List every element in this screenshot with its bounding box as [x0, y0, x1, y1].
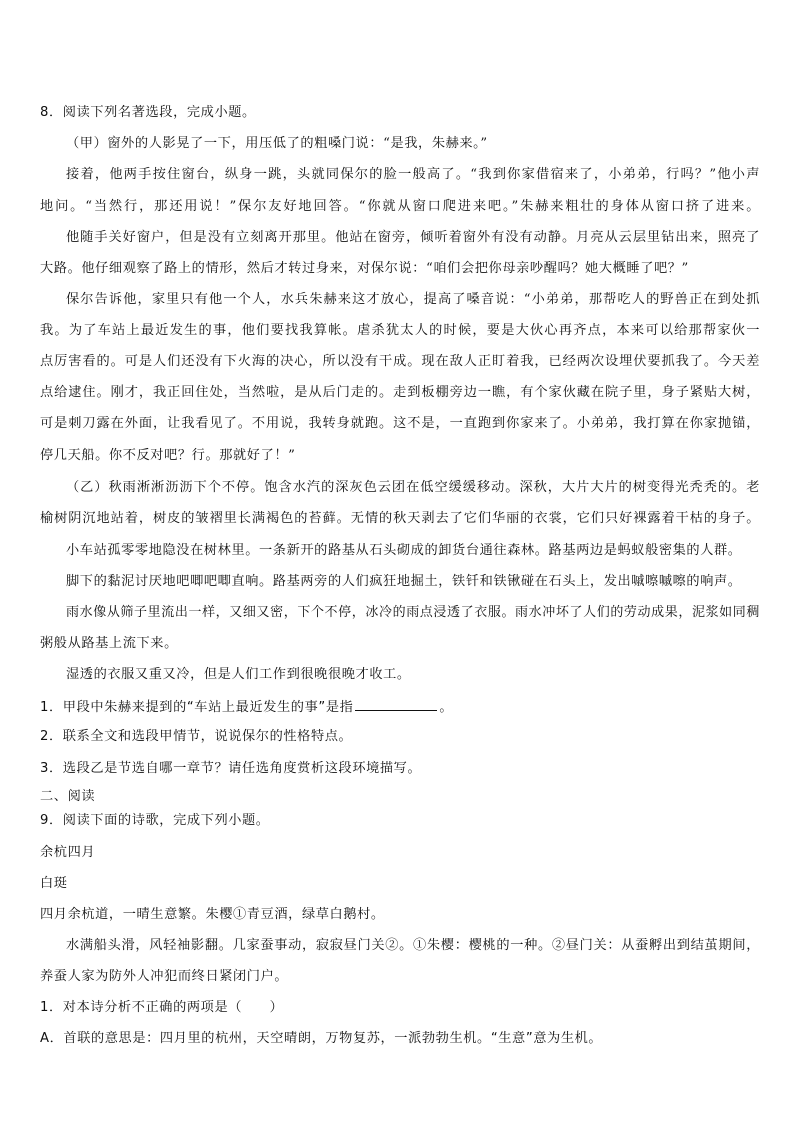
section-2-heading: 二、阅读: [40, 789, 96, 804]
passage-a-line: 保尔告诉他，家里只有他一个人，水兵朱赫来这才放心，提高了嗓音说：“小弟弟，那帮吃人的野兽正在到处抓: [66, 292, 760, 307]
passage-a-line: （甲）窗外的人影晃了一下，用压低了的粗嗓门说：“是我，朱赫来。”: [66, 136, 488, 151]
question-8-2: 2．联系全文和选段甲情节，说说保尔的性格特点。: [40, 729, 353, 744]
passage-b-line: 脚下的黏泥讨厌地吧唧吧唧直响。路基两旁的人们疯狂地掘土，铁钎和铁锹碰在石头上，发出嘁嚓嘁嚓的响声。: [66, 574, 742, 589]
question-8-3: 3．选段乙是节选自哪一章节？请任选角度赏析这段环境描写。: [40, 761, 422, 776]
passage-b-line: 小车站孤零零地隐没在树林里。一条新开的路基从石头砌成的卸货台通往森林。路基两边是蚂蚁般密集的人群。: [66, 543, 742, 558]
passage-a-line: 可是刺刀露在外面，让我看见了。不用说，我转身就跑。这不是，一直跑到你家来了。小弟弟，我打算在你家抛锚，: [40, 416, 760, 431]
passage-b-line: 榆树阴沉地站着，树皮的皱褶里长满褐色的苔藓。无情的秋天剥去了它们华丽的衣裳，它们只好裸露着干枯的身子。: [40, 511, 760, 526]
passage-a-line: 我。为了车站上最近发生的事，他们要找我算帐。虐杀犹太人的时候，要是大伙心再齐点，本来可以给那帮家伙一: [40, 323, 760, 338]
passage-a-line: 停几天船。你不反对吧？行。那就好了！”: [40, 448, 296, 463]
poem-line: 四月余杭道，一晴生意繁。朱樱①青豆酒，绿草白鹅村。: [40, 907, 385, 922]
passage-a-line: 地问。“当然行，那还用说！”保尔友好地回答。“你就从窗口爬进来吧。”朱赫来粗壮的身体从窗口挤了进来。: [40, 199, 760, 214]
passage-a-line: 大路。他仔细观察了路上的情形，然后才转过身来，对保尔说：“咱们会把你母亲吵醒吗？她大概睡了吧？”: [40, 261, 689, 276]
question-8-heading: 8．阅读下列名著选段，完成小题。: [40, 105, 256, 120]
question-9-1: 1．对本诗分析不正确的两项是（ ）: [40, 1000, 284, 1015]
question-8-1-text: 1．甲段中朱赫来提到的“车站上最近发生的事”是指: [40, 700, 354, 715]
poem-line: 水满船头滑，风轻袖影翻。几家蚕事动，寂寂昼门关②。①朱樱：樱桃的一种。②昼门关：从蚕孵出到结茧期间，: [66, 938, 760, 953]
passage-b-line: 雨水像从筛子里流出一样，又细又密，下个不停，冰冷的雨点浸透了衣服。雨水冲坏了人们的劳动成果，泥浆如同稠: [66, 605, 760, 620]
passage-a-line: 点厉害看的。可是人们还没有下火海的决心，所以没有干成。现在敌人正盯着我，已经两次设埋伏要抓我了。今天差: [40, 354, 760, 369]
question-8-1-end: 。: [439, 700, 454, 715]
passage-a-line: 他随手关好窗户，但是没有立刻离开那里。他站在窗旁，倾听着窗外有没有动静。月亮从云层里钻出来，照亮了: [66, 230, 760, 245]
passage-a-line: 接着，他两手按住窗台，纵身一跳，头就同保尔的脸一般高了。“我到你家借宿来了，小弟弟，行吗？”他小声: [66, 167, 760, 182]
answer-blank[interactable]: [355, 696, 437, 711]
passage-a-line: 点给逮住。刚才，我正回住处，当然啦，是从后门走的。走到板棚旁边一瞧，有个家伙藏在院子里，身子紧贴大树，: [40, 385, 760, 400]
question-8-1: [40, 696, 760, 718]
question-9-heading: 9．阅读下面的诗歌，完成下列小题。: [40, 813, 270, 828]
poem-author: 白珽: [40, 876, 68, 891]
passage-b-line: 湿透的衣服又重又冷，但是人们工作到很晚很晚才收工。: [66, 667, 411, 682]
poem-title: 余杭四月: [40, 845, 96, 860]
option-a: A．首联的意思是：四月里的杭州，天空晴朗，万物复苏，一派勃勃生机。“生意”意为生机。: [40, 1031, 603, 1046]
passage-b-line: （乙）秋雨淅淅沥沥下个不停。饱含水汽的深灰色云团在低空缓缓移动。深秋，大片大片的树变得光秃秃的。老: [66, 480, 760, 495]
passage-b-line: 粥般从路基上流下来。: [40, 636, 178, 651]
poem-line: 养蚕人家为防外人冲犯而终日紧闭门户。: [40, 969, 289, 984]
